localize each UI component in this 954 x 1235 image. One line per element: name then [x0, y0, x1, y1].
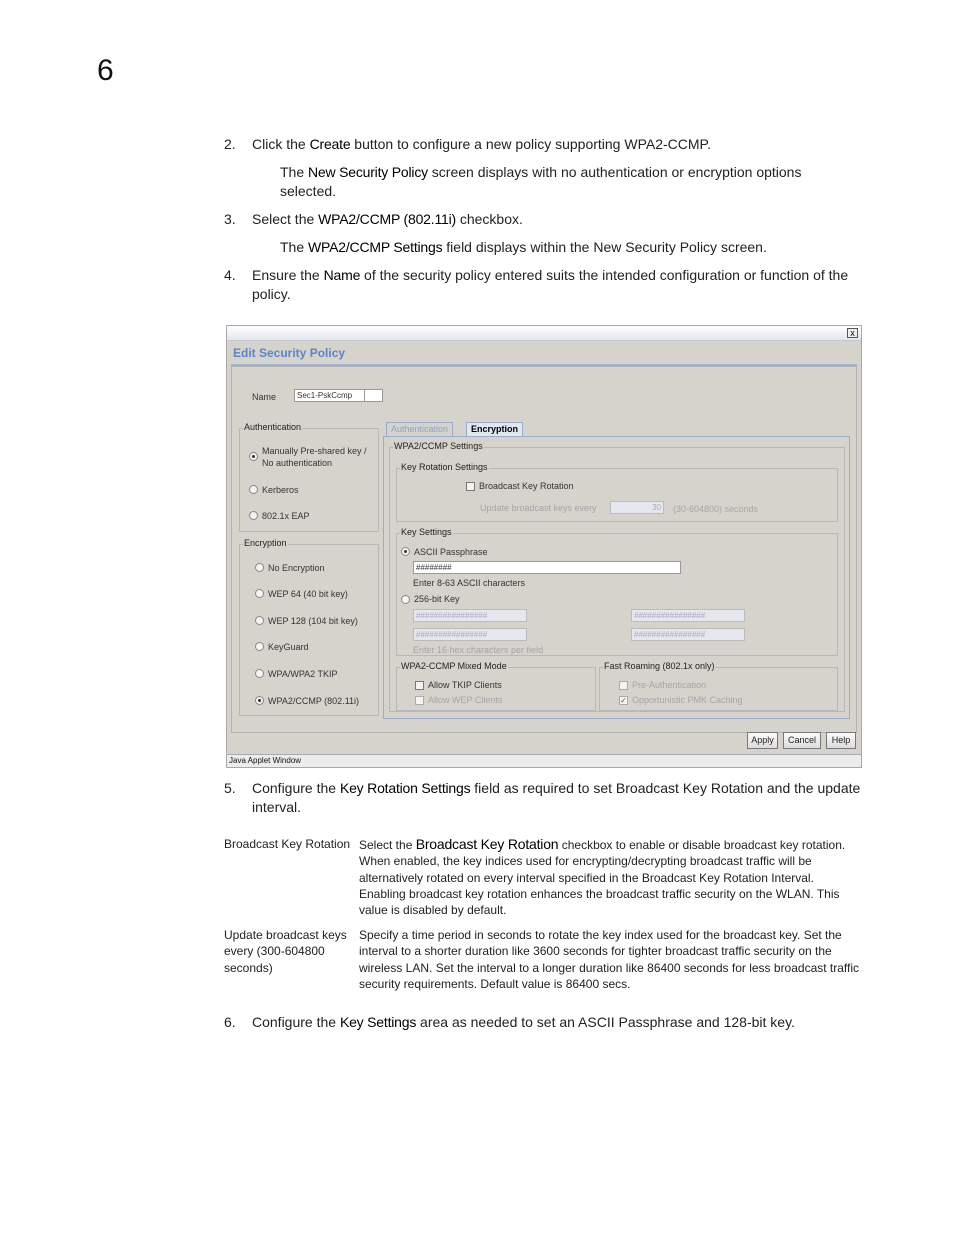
ui-term: WPA2/CCMP (802.11i): [318, 211, 456, 227]
table-row-term: Broadcast Key Rotation: [224, 837, 351, 851]
chapter-number: 6: [97, 54, 114, 87]
fast-roaming-legend: Fast Roaming (802.1x only): [604, 661, 715, 671]
step-text: Ensure the Name of the security policy entered suits the intended configuration or function of the policy.: [252, 267, 849, 302]
auth-eap-radio[interactable]: [249, 511, 258, 520]
enc-wep128-label: WEP 128 (104 bit key): [268, 616, 358, 626]
apply-button[interactable]: Apply: [747, 732, 778, 749]
key-256bit-radio[interactable]: [401, 595, 410, 604]
step-2-note: The New Security Policy screen displays with no authentication or encryption options selected.: [280, 164, 802, 199]
hex-key-field-2[interactable]: ################: [631, 609, 745, 622]
hex-key-field-1[interactable]: ################: [413, 609, 527, 622]
step-number: 5.: [224, 780, 236, 796]
allow-tkip-label: Allow TKIP Clients: [428, 680, 502, 690]
ui-term: New Security Policy: [308, 164, 428, 180]
auth-kerberos-label: Kerberos: [262, 485, 299, 495]
update-keys-range: (30-604800) seconds: [673, 504, 759, 514]
step-number: 6.: [224, 1014, 236, 1030]
auth-kerberos-radio[interactable]: [249, 485, 258, 494]
hex-hint: Enter 16 hex characters per field: [413, 645, 544, 655]
name-label: Name: [252, 392, 277, 402]
cancel-button[interactable]: Cancel: [783, 732, 821, 749]
name-input-tail: [364, 389, 383, 402]
hex-key-field-3[interactable]: ################: [413, 628, 527, 641]
key-256bit-label: 256-bit Key: [414, 594, 460, 604]
step-number: 3.: [224, 211, 236, 227]
enc-tkip-label: WPA/WPA2 TKIP: [268, 669, 338, 679]
name-input[interactable]: Sec1-PskCcmp: [294, 389, 367, 402]
broadcast-key-rotation-checkbox[interactable]: [466, 482, 475, 491]
step-3-note: The WPA2/CCMP Settings field displays within the New Security Policy screen.: [280, 239, 767, 255]
ui-term: WPA2/CCMP Settings: [308, 239, 443, 255]
table-row-term: Update broadcast keys every (300-604800 seconds): [224, 928, 347, 975]
update-keys-label: Update broadcast keys every: [480, 503, 597, 513]
step-text: Select the WPA2/CCMP (802.11i) checkbox.: [252, 211, 523, 227]
step-number: 2.: [224, 136, 236, 152]
enc-keyguard-label: KeyGuard: [268, 642, 309, 652]
auth-psk-label: Manually Pre-shared key /: [262, 446, 367, 456]
pre-authentication-label: Pre-Authentication: [632, 680, 707, 690]
enc-ccmp-label: WPA2/CCMP (802.11i): [268, 696, 360, 706]
help-button[interactable]: Help: [826, 732, 856, 749]
enc-ccmp-radio[interactable]: [255, 696, 264, 705]
pre-authentication-checkbox[interactable]: [619, 681, 628, 690]
ui-term: Broadcast Key Rotation: [415, 836, 559, 852]
table-row-description: Select the Broadcast Key Rotation checkbox to enable or disable broadcast key rotation. When enabled, the key indices used for encrypting/decrypting broadcast traffic will be alternatively rotated on every interval specified in the Broadcast Key Rotation Interval. Enabling broadcast key rotation enhances the broadcast traffic security on the WLAN. This value is disabled by default.: [359, 836, 846, 918]
key-settings-legend: Key Settings: [401, 527, 452, 537]
wpa2-ccmp-settings-legend: WPA2/CCMP Settings: [394, 441, 483, 451]
auth-psk-radio[interactable]: [249, 452, 258, 461]
ascii-passphrase-input[interactable]: ########: [413, 561, 681, 574]
ui-term: Key Settings: [339, 1014, 417, 1030]
tab-authentication[interactable]: Authentication: [386, 422, 453, 437]
step-text: Configure the Key Rotation Settings field as required to set Broadcast Key Rotation and the update interval.: [252, 780, 861, 815]
update-keys-input[interactable]: 30: [610, 501, 664, 514]
authentication-legend: Authentication: [244, 422, 302, 432]
enc-keyguard-radio[interactable]: [255, 642, 264, 651]
enc-wep128-radio[interactable]: [255, 616, 264, 625]
ui-term: Key Rotation Settings: [339, 780, 471, 796]
pmk-caching-checkbox[interactable]: ✓: [620, 696, 627, 705]
hex-key-field-4[interactable]: ################: [631, 628, 745, 641]
ascii-hint: Enter 8-63 ASCII characters: [413, 578, 526, 588]
edit-security-policy-dialog: [226, 325, 862, 768]
enc-wep64-label: WEP 64 (40 bit key): [268, 589, 348, 599]
ascii-passphrase-radio[interactable]: [401, 547, 410, 556]
ui-term: Create: [309, 136, 351, 152]
step-text: Click the Create button to configure a new policy supporting WPA2-CCMP.: [252, 136, 711, 152]
auth-eap-label: 802.1x EAP: [262, 511, 310, 521]
pmk-caching-label: Opportunistic PMK Caching: [632, 695, 743, 705]
table-row-description: Specify a time period in seconds to rotate the key index used for the broadcast key. Set the interval to a shorter duration like 3600 seconds for tighter broadcast traffic security on the wireless LAN. Set the interval to a longer duration like 86400 seconds for less broadcast traffic security requirements. Default value is 86400 secs.: [359, 928, 860, 991]
dialog-titlebar: [227, 326, 861, 341]
allow-tkip-checkbox[interactable]: [415, 681, 424, 690]
step-text: Configure the Key Settings area as needed to set an ASCII Passphrase and 128-bit key.: [252, 1014, 795, 1030]
close-icon[interactable]: x: [847, 328, 858, 338]
applet-status-bar: Java Applet Window: [227, 754, 861, 767]
allow-wep-label: Allow WEP Clients: [428, 695, 503, 705]
enc-tkip-radio[interactable]: [255, 669, 264, 678]
ascii-passphrase-label: ASCII Passphrase: [414, 547, 488, 557]
auth-psk-label-line2: No authentication: [262, 458, 333, 468]
enc-none-label: No Encryption: [268, 563, 325, 573]
step-number: 4.: [224, 267, 236, 283]
broadcast-key-rotation-label: Broadcast Key Rotation: [479, 481, 574, 491]
ui-term: Name: [323, 267, 361, 283]
enc-none-radio[interactable]: [255, 563, 264, 572]
dialog-title: Edit Security Policy: [233, 346, 346, 360]
mixed-mode-legend: WPA2-CCMP Mixed Mode: [401, 661, 507, 671]
key-rotation-legend: Key Rotation Settings: [401, 462, 488, 472]
tab-encryption[interactable]: Encryption: [466, 422, 523, 437]
enc-wep64-radio[interactable]: [255, 589, 264, 598]
allow-wep-checkbox[interactable]: [415, 696, 424, 705]
encryption-legend: Encryption: [244, 538, 287, 548]
